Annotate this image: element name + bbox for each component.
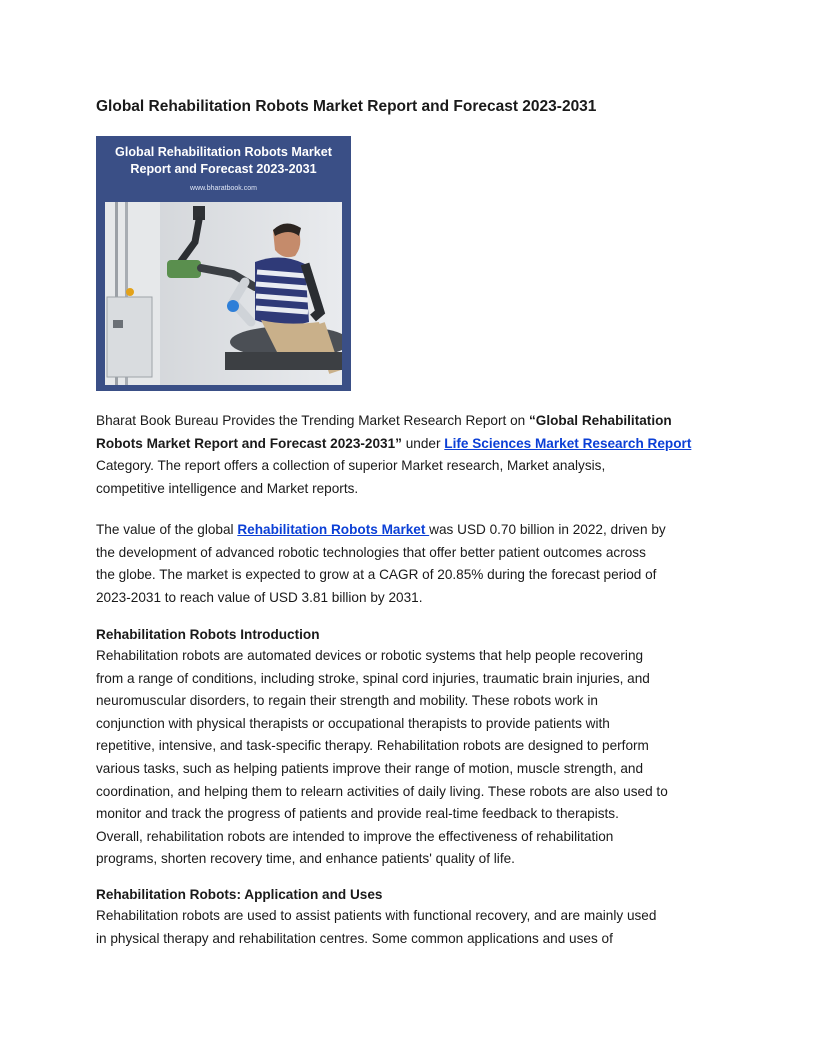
report-name-bold-2: Robots Market Report and Forecast 2023-2031” <box>96 435 402 451</box>
rehabilitation-robots-market-link[interactable]: Rehabilitation Robots Market <box>237 522 430 537</box>
introduction-line: Overall, rehabilitation robots are intended to improve the effectiveness of rehabilitation <box>96 828 614 844</box>
cover-title <box>96 144 351 178</box>
report-name-bold-1: “Global Rehabilitation <box>528 413 672 428</box>
market-value-paragraph <box>96 519 726 609</box>
intro-line-4: competitive intelligence and Market reports. <box>96 480 359 496</box>
cover-title-line-2: Report and Forecast 2023-2031 <box>130 162 317 176</box>
intro-line-2 <box>96 433 726 456</box>
value-line-1 <box>96 519 726 542</box>
value-text-pre: The value of the global <box>96 522 238 537</box>
applications-paragraph <box>96 905 726 950</box>
intro-paragraph <box>96 410 726 500</box>
introduction-line: repetitive, intensive, and task-specific therapy. Rehabilitation robots are designed to perform <box>96 738 649 754</box>
applications-line: Rehabilitation robots are used to assist patients with functional recovery, and are mainly used <box>96 908 657 923</box>
value-text-post: was USD 0.70 billion in 2022, driven by <box>429 522 666 537</box>
value-line-4: 2023-2031 to reach value of USD 3.81 billion by 2031. <box>96 589 423 605</box>
intro-text-2: under <box>401 435 445 451</box>
cover-website: www.bharatbook.com <box>190 185 257 192</box>
introduction-line: neuromuscular disorders, to regain their strength and mobility. These robots work in <box>96 693 598 709</box>
introduction-line: programs, shorten recovery time, and enhance patients' quality of life. <box>96 851 515 867</box>
report-cover-image <box>96 136 351 391</box>
applications-line: in physical therapy and rehabilitation centres. Some common applications and uses of <box>96 930 613 946</box>
value-line-3: the globe. The market is expected to grow at a CAGR of 20.85% during the forecast period of <box>96 567 657 583</box>
section-heading-introduction: Rehabilitation Robots Introduction <box>96 627 320 642</box>
introduction-line: coordination, and helping them to relearn activities of daily living. These robots are also used to <box>96 783 668 799</box>
page-title: Global Rehabilitation Robots Market Report and Forecast 2023-2031 <box>96 98 597 115</box>
value-line-2: the development of advanced robotic technologies that offer better patient outcomes across <box>96 544 646 560</box>
introduction-line: Rehabilitation robots are automated devices or robotic systems that help people recovering <box>96 648 644 663</box>
introduction-line: conjunction with physical therapists or occupational therapists to provide patients with <box>96 715 610 731</box>
intro-line-3: Category. The report offers a collection of superior Market research, Market analysis, <box>96 458 606 474</box>
introduction-line: from a range of conditions, including stroke, spinal cord injuries, traumatic brain injuries, and <box>96 670 650 686</box>
introduction-line: various tasks, such as helping patients improve their range of motion, muscle strength, and <box>96 760 644 776</box>
section-heading-applications: Rehabilitation Robots: Application and Uses <box>96 887 383 902</box>
rehabilitation-robot-photo <box>105 202 342 385</box>
life-sciences-report-link[interactable]: Life Sciences Market Research Report <box>444 435 692 451</box>
intro-text-1: Bharat Book Bureau Provides the Trending Market Research Report on <box>96 413 529 428</box>
intro-line-1 <box>96 410 726 433</box>
introduction-paragraph <box>96 645 726 871</box>
cover-title-line-1: Global Rehabilitation Robots Market <box>115 145 332 159</box>
introduction-line: monitor and track the progress of patients and provide real-time feedback to therapists. <box>96 806 619 822</box>
